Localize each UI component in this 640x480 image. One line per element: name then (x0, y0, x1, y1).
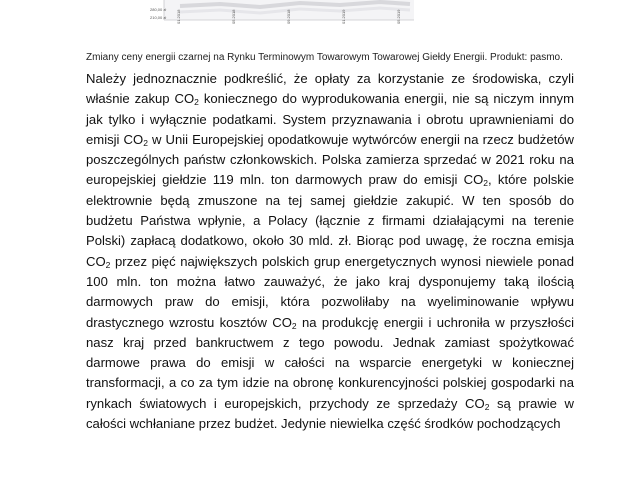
co2-subscript: 2 (484, 401, 490, 412)
co2-subscript: 2 (105, 259, 111, 270)
text-segment: koniecznego do wyprodukowania energii, nie są niczym innym jak tylko i wyłącznie podatkami. System przyznawania i obrotu uprawnieniami do emisji CO (86, 91, 575, 147)
text-segment: , które polskie elektrownie będą zmuszone na tej samej giełdzie zakupić. W ten sposób do budżetu Państwa wpłynie, a Polacy (łącznie z firmami działającymi na terenie Polski) zapłacą dodatkowo, około 30 mld. zł. Biorąc pod uwagę, że roczna emisja CO (86, 172, 575, 269)
chart-y-tick: 210,00 zł (150, 15, 167, 20)
text-segment: przez pięć największych polskich grup energetycznych wynosi niewiele ponad 100 mln. ton można łatwo zauważyć, że jako kraj dysponujemy taką ilością darmowych praw do emisji, która pozwoliłaby na wyeliminowanie wpływu drastycznego wzrostu kosztów CO (86, 253, 574, 330)
body-text (86, 69, 574, 434)
text-segment: w Unii Europejskiej opodatkowuje wytwórców energii na rzecz budżetów poszczególnych państw członkowskich. Polska zamierza sprzedać w 2021 roku na europejskiej giełdzie 119 mln. ton darmowych praw do emisji CO (86, 131, 574, 188)
text-segment: Należy jednoznacznie podkreślić, że opłaty za korzystanie ze środowiska, czyli właśnie zakup CO (86, 71, 574, 107)
chart-x-tick: 01.2019 (341, 9, 346, 24)
co2-subscript: 2 (483, 178, 489, 189)
co2-subscript: 2 (143, 137, 148, 148)
text-segment: są prawie w całości wchłaniane przez budżet. Jedynie niewielka część środków pochodzących (86, 395, 574, 432)
chart-fragment-svg (150, 0, 450, 24)
body-paragraph (86, 69, 574, 434)
co2-subscript: 2 (194, 97, 199, 108)
text-segment: na produkcję energii i uchroniła w przyszłości nasz kraj przed bankructwem z tego powodu. Jednak zamiast spożytkować darmowe prawa do emisji w całości na wsparcie energetyki w koniecznej transformacji, a co za tym idzie na obronę konkurencyjności polskiej gospodarki na rynkach światowych i europejskich, przychody ze sprzedaży CO (86, 314, 575, 411)
chart-x-tick: 09.2018 (286, 9, 291, 24)
co2-subscript: 2 (291, 320, 297, 331)
chart-x-tick: 05.2018 (231, 9, 236, 24)
chart-y-tick: 280,00 zł (150, 7, 167, 12)
chart-x-tick: 05.2019 (396, 9, 401, 24)
figure-caption: Zmiany ceny energii czarnej na Rynku Terminowym Towarowym Towarowej Giełdy Energii. Produkt: pasmo. (86, 52, 563, 63)
chart-fragment (150, 0, 450, 24)
chart-x-tick: 01.2018 (176, 9, 181, 24)
